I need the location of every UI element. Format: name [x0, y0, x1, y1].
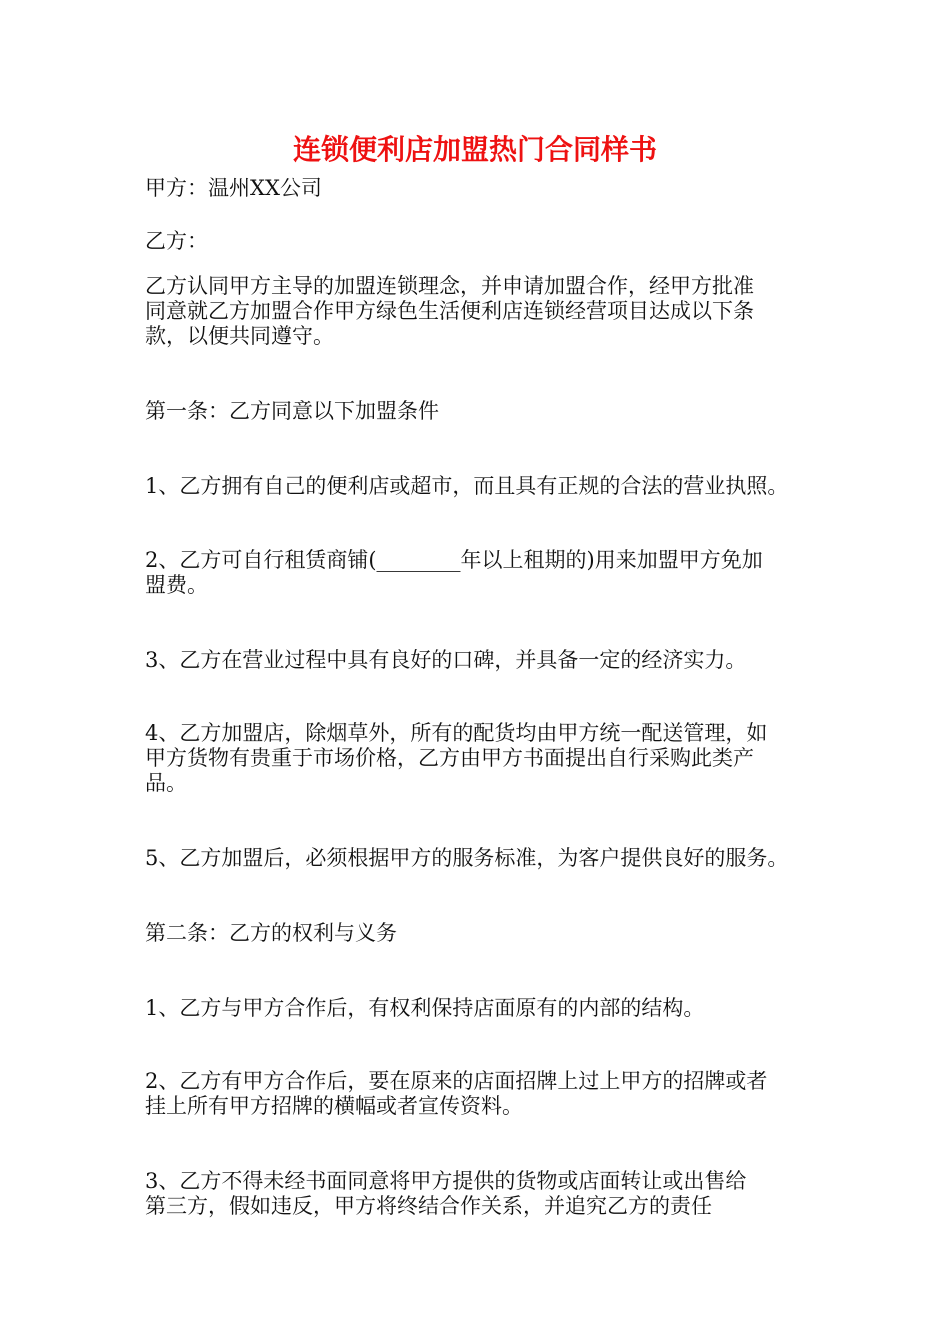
article2-item-1-line-1: 1、乙方与甲方合作后，有权利保持店面原有的内部的结构。	[145, 996, 705, 1020]
article1-item-2-line-1: 2、乙方可自行租赁商铺(________年以上租期的)用来加盟甲方免加	[145, 548, 763, 572]
article2-item-3-line-1: 3、乙方不得未经书面同意将甲方提供的货物或店面转让或出售给	[145, 1169, 747, 1193]
article1-heading: 第一条：乙方同意以下加盟条件	[145, 399, 439, 423]
intro-line-1: 乙方认同甲方主导的加盟连锁理念，并申请加盟合作，经甲方批准	[145, 274, 754, 298]
article1-item-2-line-2: 盟费。	[145, 573, 208, 597]
article2-heading: 第二条：乙方的权利与义务	[145, 921, 397, 945]
party-a-line: 甲方：温州XX公司	[145, 176, 322, 200]
article1-item-5-line-1: 5、乙方加盟后，必须根据甲方的服务标准，为客户提供良好的服务。	[145, 846, 789, 870]
article1-item-4-line-1: 4、乙方加盟店，除烟草外，所有的配货均由甲方统一配送管理，如	[145, 721, 768, 745]
article1-item-1-line-1: 1、乙方拥有自己的便利店或超市，而且具有正规的合法的营业执照。	[145, 474, 789, 498]
article2-item-3-line-2: 第三方，假如违反，甲方将终结合作关系，并追究乙方的责任	[145, 1194, 712, 1218]
article1-item-3-line-1: 3、乙方在营业过程中具有良好的口碑，并具备一定的经济实力。	[145, 648, 747, 672]
article1-item-4-line-2: 甲方货物有贵重于市场价格，乙方由甲方书面提出自行采购此类产	[145, 746, 754, 770]
intro-line-2: 同意就乙方加盟合作甲方绿色生活便利店连锁经营项目达成以下条	[145, 299, 754, 323]
intro-line-3: 款，以便共同遵守。	[145, 324, 334, 348]
article2-item-2-line-1: 2、乙方有甲方合作后，要在原来的店面招牌上过上甲方的招牌或者	[145, 1069, 768, 1093]
article2-item-2-line-2: 挂上所有甲方招牌的横幅或者宣传资料。	[145, 1094, 523, 1118]
party-b-line: 乙方：	[145, 229, 208, 253]
article1-item-4-line-3: 品。	[145, 771, 187, 795]
document-title: 连锁便利店加盟热门合同样书	[292, 133, 657, 166]
